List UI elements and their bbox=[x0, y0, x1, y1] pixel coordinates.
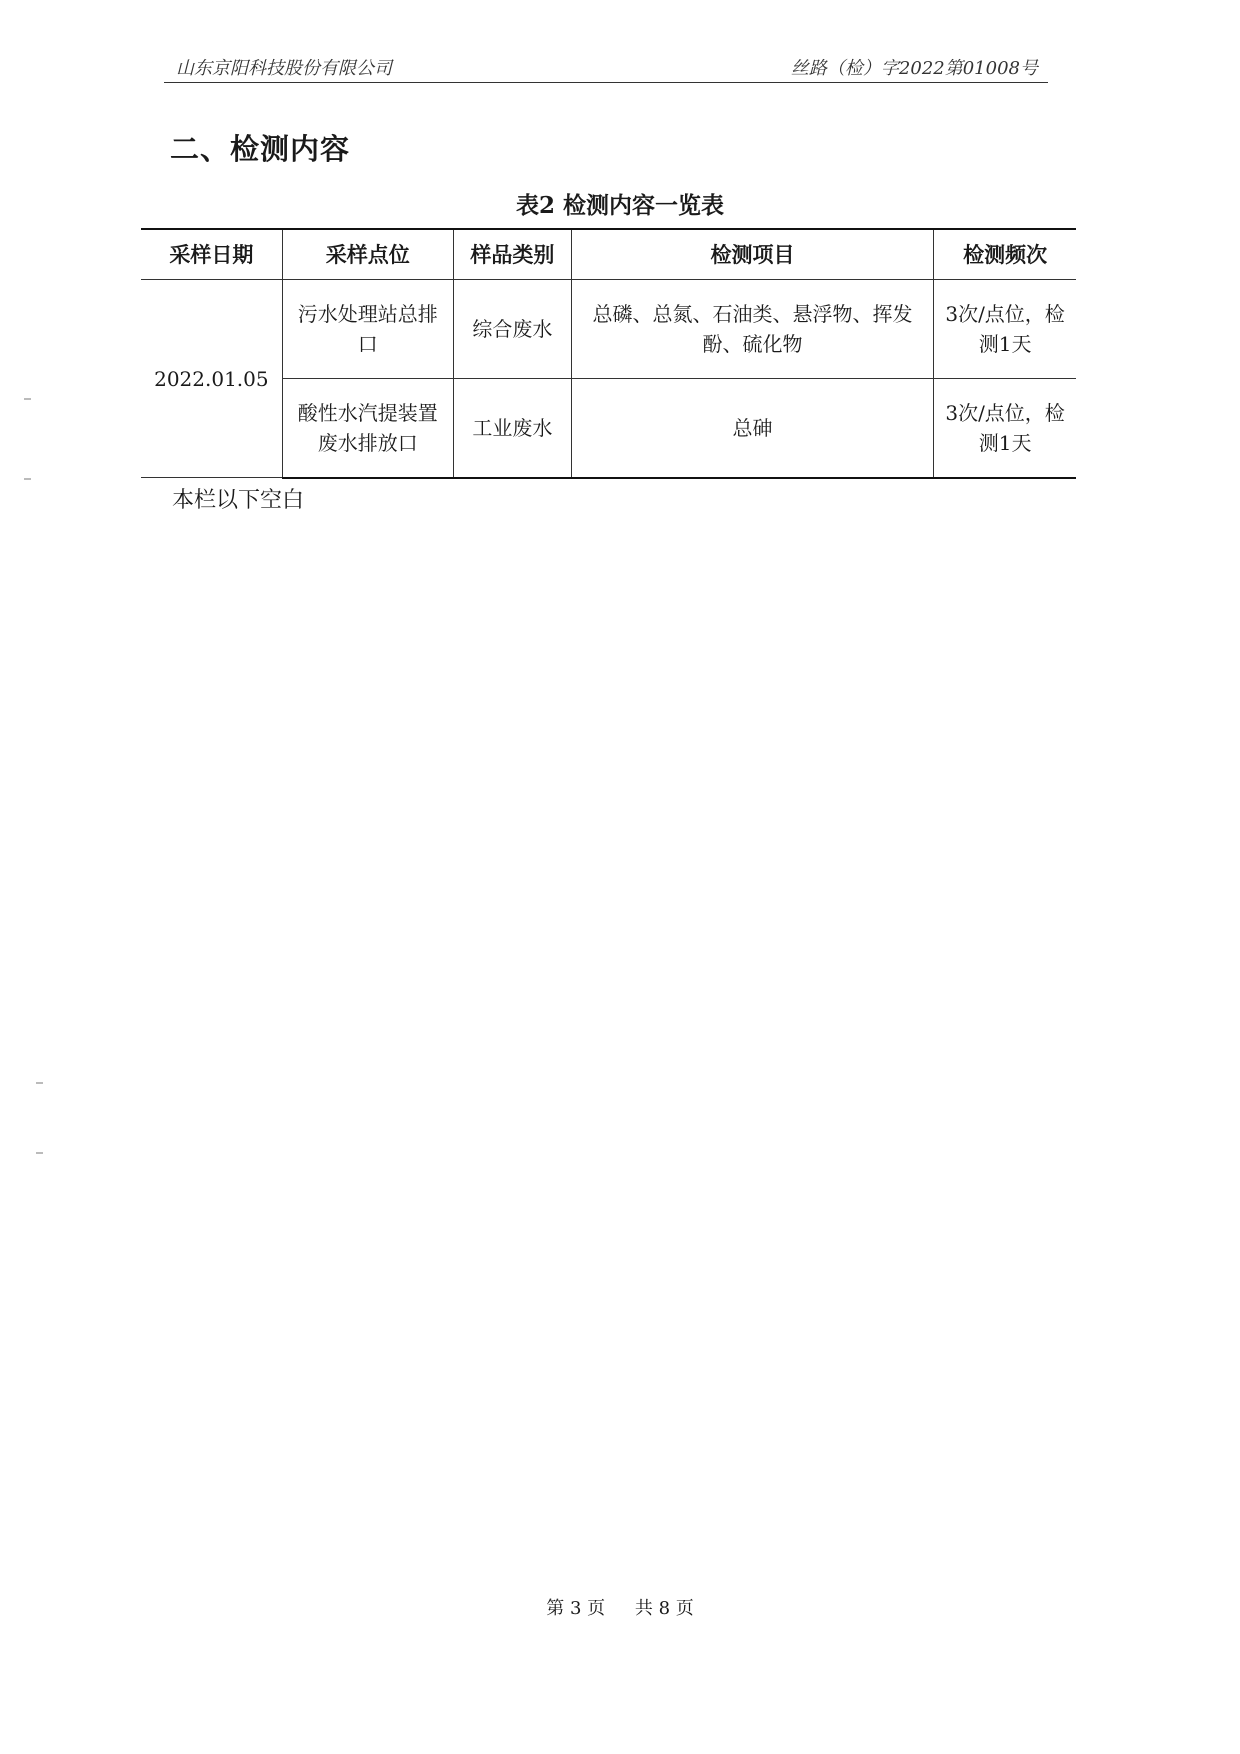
table-title: 表2 检测内容一览表 bbox=[515, 192, 724, 219]
category-cell: 工业废水 bbox=[453, 379, 571, 478]
location-cell: 污水处理站总排口 bbox=[282, 280, 453, 379]
scan-mark bbox=[36, 1152, 43, 1154]
section-title: 二、检测内容 bbox=[170, 132, 351, 166]
sampling-date-cell: 2022.01.05 bbox=[141, 280, 282, 478]
header-sample-category: 样品类别 bbox=[453, 229, 571, 280]
page-footer bbox=[0, 1594, 1240, 1620]
scan-mark bbox=[24, 478, 31, 480]
header-sampling-date: 采样日期 bbox=[141, 229, 282, 280]
frequency-cell: 3次/点位，检测1天 bbox=[934, 280, 1076, 379]
table-row bbox=[141, 280, 1076, 379]
header-sampling-location: 采样点位 bbox=[282, 229, 453, 280]
company-name: 山东京阳科技股份有限公司 bbox=[176, 58, 392, 79]
scan-mark bbox=[24, 398, 31, 400]
header-detection-frequency: 检测频次 bbox=[934, 229, 1076, 280]
header-detection-items: 检测项目 bbox=[571, 229, 933, 280]
table-row bbox=[141, 379, 1076, 478]
total-pages: 共 8 页 bbox=[634, 1598, 694, 1619]
table-header-row bbox=[141, 229, 1076, 280]
category-cell: 综合废水 bbox=[453, 280, 571, 379]
report-number: 丝路（检）字2022第01008号 bbox=[790, 58, 1038, 79]
blank-below-note: 本栏以下空白 bbox=[172, 488, 305, 513]
location-cell: 酸性水汽提装置废水排放口 bbox=[282, 379, 453, 478]
items-cell: 总砷 bbox=[571, 379, 933, 478]
page-header bbox=[164, 52, 1048, 83]
detection-content-table bbox=[141, 228, 1076, 479]
items-cell: 总磷、总氮、石油类、悬浮物、挥发酚、硫化物 bbox=[571, 280, 933, 379]
scan-mark bbox=[36, 1082, 43, 1084]
frequency-cell: 3次/点位，检测1天 bbox=[934, 379, 1076, 478]
page-number: 第 3 页 bbox=[546, 1598, 606, 1619]
